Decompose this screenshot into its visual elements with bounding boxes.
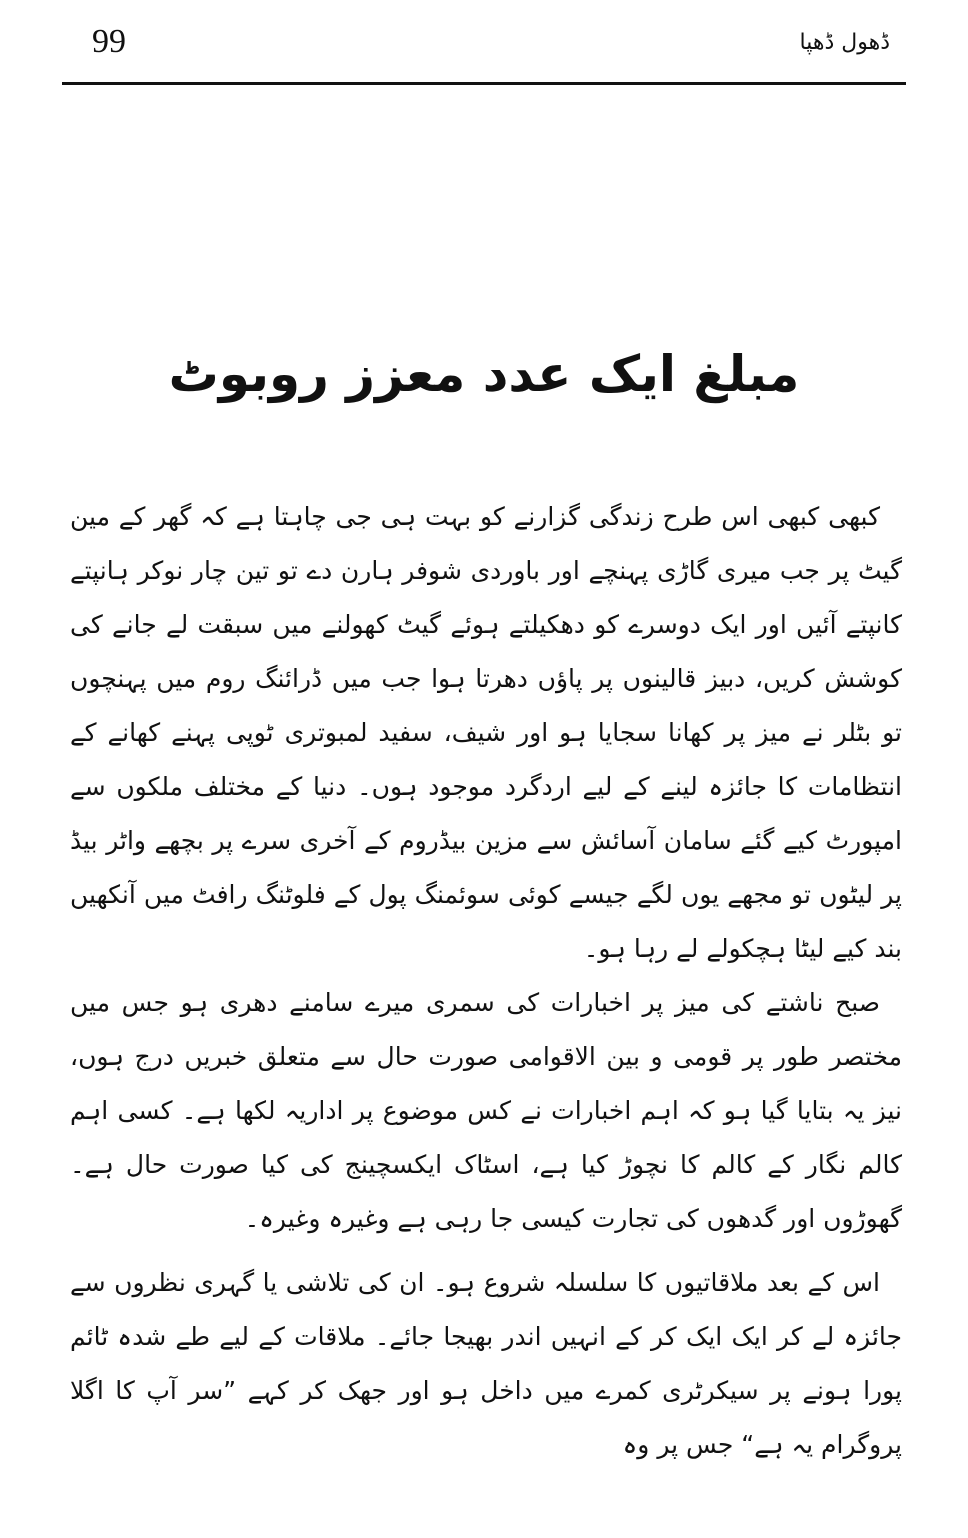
paragraph: کبھی کبھی اس طرح زندگی گزارنے کو بہت ہی جی چاہتا ہے کہ گھر کے مین گیٹ پر جب میری گاڑی پہنچے اور باوردی شوفر ہارن دے تو تین چار نوکر ہانپتے کانپتے آئیں اور ایک دوسرے کو دھکیلتے ہوئے گیٹ کھولنے میں سبقت لے جانے کی کوشش کریں، دبیز قالینوں پر پاؤں دھرتا ہوا جب میں ڈرائنگ روم میں پہنچوں تو بٹلر نے میز پر کھانا سجایا ہو اور شیف، سفید لمبوتری ٹوپی پہنے کھانے کے انتظامات کا جائزہ لینے کے لیے اردگرد موجود ہوں۔ دنیا کے مختلف ملکوں سے امپورٹ کیے گئے سامان آسائش سے مزین بیڈروم کے آخری سرے پر بچھے واٹر بیڈ پر لیٹوں تو مجھے یوں لگے جیسے کوئی سوئمنگ پول کے فلوٹنگ رافٹ میں آنکھیں بند کیے لیٹا ہچکولے لے رہا ہو۔ [70, 502, 902, 963]
page-number: 99 [92, 23, 126, 60]
body-text [70, 490, 902, 1472]
paragraph: صبح ناشتے کی میز پر اخبارات کی سمری میرے سامنے دھری ہو جس میں مختصر طور پر قومی و بین الاقوامی صورت حال سے متعلق خبریں درج ہوں، نیز یہ بتایا گیا ہو کہ اہم اخبارات نے کس موضوع پر اداریہ لکھا ہے۔ کسی اہم کالم نگار کے کالم کا نچوڑ کیا ہے، اسٹاک ایکسچینج کی کیا صورت حال ہے۔ گھوڑوں اور گدھوں کی تجارت کیسی جا رہی ہے وغیرہ وغیرہ۔ [70, 988, 902, 1233]
chapter-title: مبلغ ایک عدد معزز روبوٹ [168, 344, 800, 403]
header-rule [62, 82, 906, 85]
paragraph: اس کے بعد ملاقاتیوں کا سلسلہ شروع ہو۔ ان کی تلاشی یا گہری نظروں سے جائزہ لے کر ایک ایک کر کے انہیں اندر بھیجا جائے۔ ملاقات کے لیے طے شدہ ٹائم پورا ہونے پر سیکرٹری کمرے میں داخل ہو اور جھک کر کہے ”سر آپ کا اگلا پروگرام یہ ہے“ جس پر وہ [70, 1268, 902, 1459]
running-head: ڈھول ڈھپا [799, 30, 890, 55]
